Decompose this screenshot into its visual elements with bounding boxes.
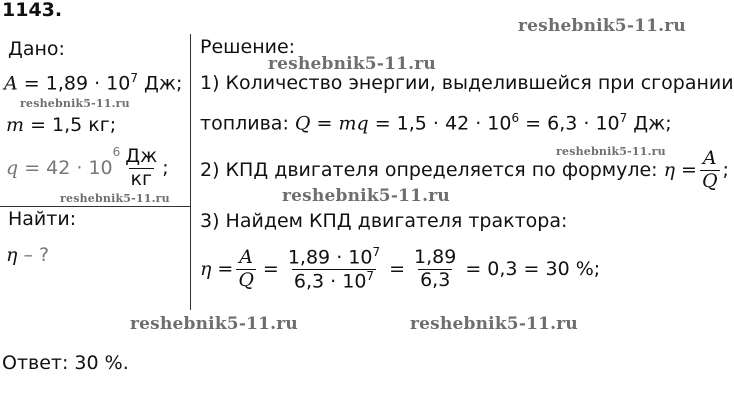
find-heading: Найти: [8, 208, 77, 230]
energy-value: = 1,89 · 10 [23, 72, 131, 95]
step1-unit: Дж; [627, 112, 672, 135]
watermark: reshebnik5-11.ru [130, 314, 298, 334]
watermark: reshebnik5-11.ru [268, 54, 436, 74]
horizontal-divider [0, 206, 190, 207]
step2-tail: ; [722, 158, 729, 181]
step1-line1: 1) Количество энергии, выделившейся при сгорании [200, 72, 734, 94]
step2-eta: η = [663, 158, 697, 181]
final-frac2-den-exp: 7 [366, 269, 375, 284]
step1-formula: Q = mq [294, 112, 369, 135]
heat-unit-num: Дж [125, 145, 158, 167]
watermark: reshebnik5-11.ru [60, 192, 170, 205]
mass-value: = 1,5 кг; [30, 114, 117, 136]
step1-prefix: топлива: [200, 112, 295, 135]
answer-line [2, 354, 129, 373]
heat-value: = 42 · 10 [24, 156, 113, 179]
final-frac2-num-exp: 7 [372, 245, 381, 259]
watermark: reshebnik5-11.ru [282, 186, 450, 206]
step1-line2 [200, 112, 672, 133]
energy-unit: Дж; [144, 72, 183, 95]
step1-calc: = 1,5 · 42 · 10 [368, 112, 512, 135]
final-frac2 [286, 246, 382, 293]
step1-result: = 6,3 · 10 [519, 112, 620, 135]
heat-tail: ; [162, 156, 169, 179]
heat-unit-den: кг [130, 167, 153, 190]
final-frac1-den: Q [238, 269, 254, 292]
final-frac2-num [286, 246, 382, 269]
watermark: reshebnik5-11.ru [518, 16, 686, 36]
heat-symbol: q [6, 156, 19, 179]
answer-value: 30 %. [74, 352, 129, 374]
step2-fraction [700, 148, 720, 193]
given-mass [6, 116, 116, 135]
solution-heading: Решение: [200, 36, 296, 58]
final-frac3 [412, 247, 458, 292]
problem-number: 1143. [2, 0, 63, 21]
equals-2: = [389, 258, 406, 281]
answer-label: Ответ: [2, 352, 75, 374]
final-frac3-den: 6,3 [420, 269, 451, 292]
heat-unit [123, 146, 159, 191]
vertical-divider [190, 34, 191, 310]
final-eta: η = [200, 258, 234, 281]
watermark: reshebnik5-11.ru [556, 145, 666, 158]
mass-symbol: m [6, 114, 25, 136]
eta-symbol: η [6, 244, 18, 266]
step2-num: A [702, 147, 717, 169]
final-frac2-den-base: 6,3 · 10 [293, 270, 367, 293]
step1-exp1: 6 [511, 111, 520, 125]
watermark: reshebnik5-11.ru [410, 314, 578, 334]
final-formula [200, 246, 600, 293]
final-frac1 [236, 247, 256, 292]
final-frac2-den [292, 269, 376, 293]
given-energy [4, 72, 182, 93]
energy-exponent: 7 [130, 71, 138, 85]
step2-den: Q [701, 169, 718, 192]
final-frac1-num: A [239, 246, 253, 269]
final-frac3-num: 1,89 [414, 246, 457, 269]
heat-exponent: 6 [112, 145, 121, 159]
energy-symbol: A [4, 72, 18, 95]
given-heat [6, 146, 169, 191]
eta-tail: – ? [23, 244, 50, 266]
given-heading: Дано: [8, 38, 65, 60]
equals-1: = [262, 258, 279, 281]
step1-exp2: 7 [619, 111, 628, 125]
final-result: = 0,3 = 30 %; [465, 258, 601, 281]
final-frac2-num-base: 1,89 · 10 [287, 246, 373, 269]
watermark: reshebnik5-11.ru [20, 97, 130, 110]
find-eta [6, 246, 49, 265]
step2-text: 2) КПД двигателя определяется по формуле: [200, 158, 658, 181]
step3-text: 3) Найдем КПД двигателя трактора: [200, 210, 568, 232]
